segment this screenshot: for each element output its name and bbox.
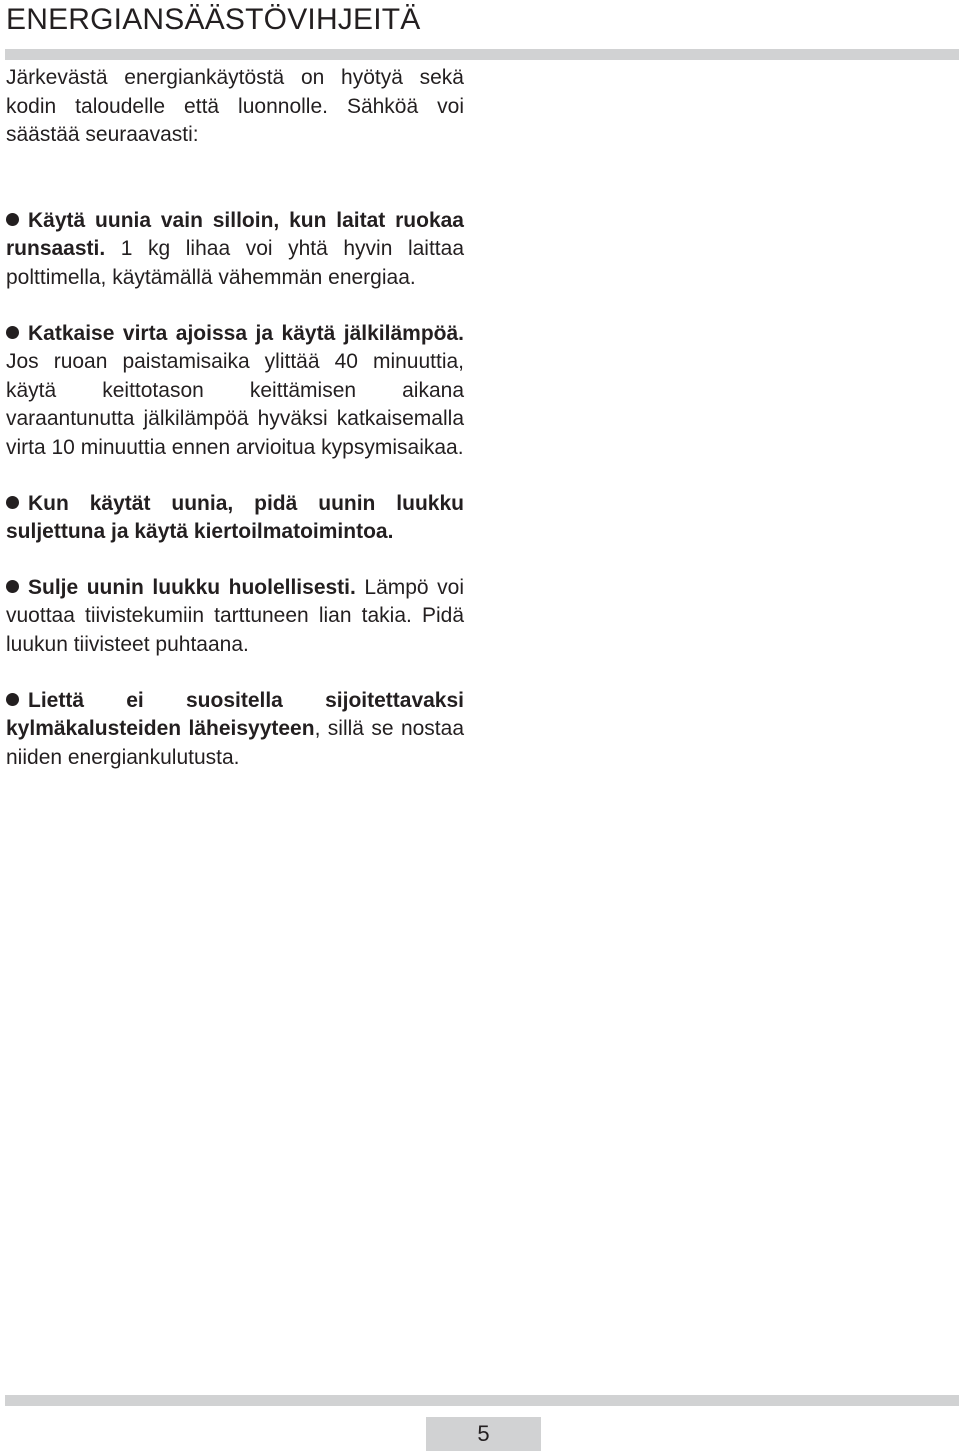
document-body: [6, 64, 464, 799]
intro-paragraph: Järkevästä energiankäytöstä on hyötyä sekä kodin taloudelle että luonnolle. Sähköä voi säästää seuraavasti:: [6, 66, 464, 147]
bullet-dot-icon: [6, 580, 19, 593]
header-rule: [5, 49, 959, 60]
tip-text: Lämpö voi vuottaa tiivistekumiin tarttuneen lian takia. Pidä luukun tiivisteet puhtaana.: [6, 575, 464, 656]
tip-item: [6, 687, 464, 773]
tip-heading: Liettä ei suositella sijoitettavaksi kylmäkalusteiden läheisyyteen: [6, 688, 464, 741]
tip-heading: Sulje uunin luukku huolellisesti.: [28, 575, 356, 599]
tip-item: [6, 490, 464, 547]
tip-item: [6, 320, 464, 463]
page-title: ENERGIANSÄÄSTÖVIHJEITÄ: [6, 3, 421, 36]
footer-rule: [5, 1395, 959, 1406]
tip-item: [6, 574, 464, 660]
tip-text: Jos ruoan paistamisaika ylittää 40 minuuttia, käytä keittotason keittämisen aikana varaantunutta jälkilämpöä hyväksi katkaisemalla virta 10 minuuttia ennen arvioitua kypsymisaikaa.: [6, 350, 464, 459]
bullet-dot-icon: [6, 693, 19, 706]
bullet-dot-icon: [6, 213, 19, 226]
tip-heading: Katkaise virta ajoissa ja käytä jälkilämpöä.: [28, 321, 464, 345]
tip-text: , sillä se nostaa niiden energiankulutusta.: [6, 717, 464, 769]
bullet-dot-icon: [6, 326, 19, 339]
tip-heading: Käytä uunia vain silloin, kun laitat ruokaa runsaasti.: [6, 208, 464, 261]
tip-heading: Kun käytät uunia, pidä uunin luukku suljettuna ja käytä kiertoilmatoimintoa.: [6, 491, 464, 544]
tip-item: [6, 207, 464, 293]
bullet-dot-icon: [6, 496, 19, 509]
tip-text: 1 kg lihaa voi yhtä hyvin laittaa polttimella, käytämällä vähemmän energiaa.: [6, 237, 464, 289]
page-number: 5: [426, 1417, 541, 1451]
